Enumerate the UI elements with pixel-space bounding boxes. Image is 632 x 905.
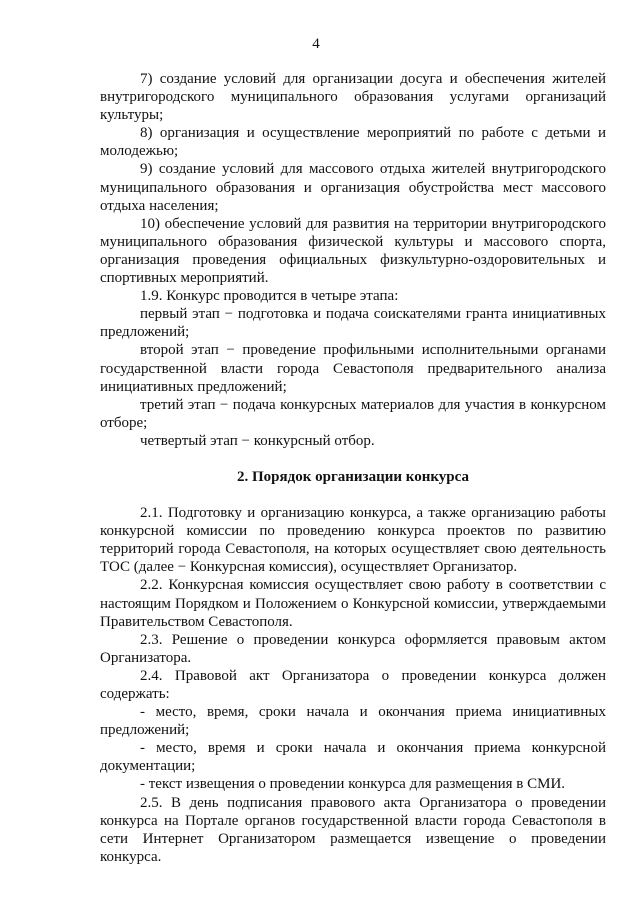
list-item-documentation: - место, время и сроки начала и окончания приема конкурсной документации; <box>100 740 606 775</box>
list-item-media-notice: - текст извещения о проведении конкурса для размещения в СМИ. <box>140 776 566 793</box>
paragraph-2-5: 2.5. В день подписания правового акта Организатора о проведении конкурса на Портале органов государственной власти города Севастополя в сети Интернет Организатором размещается извещение о проведении конкурса. <box>100 794 606 865</box>
section-heading: 2. Порядок организации конкурса <box>237 468 469 485</box>
paragraph-item-8: 8) организация и осуществление мероприятий по работе с детьми и молодежью; <box>100 125 606 160</box>
page-number: 4 <box>312 36 320 52</box>
paragraph-item-7: 7) создание условий для организации досуга и обеспечения жителей внутригородского муниципального образования услугами организаций культуры; <box>100 71 606 124</box>
paragraph-2-4: 2.4. Правовой акт Организатора о проведении конкурса должен содержать: <box>100 667 606 702</box>
paragraph-stage-3: третий этап − подача конкурсных материалов для участия в конкурсном отборе; <box>100 396 606 431</box>
paragraph-2-1: 2.1. Подготовку и организацию конкурса, а также организацию работы конкурсной комиссии по проведению конкурса проектов по развитию территорий города Севастополя, на которых осуществляет свою деятельность ТОС (далее − Конкурсная комиссия), осуществляет Организатор. <box>100 505 606 576</box>
paragraph-stage-4: четвертый этап − конкурсный отбор. <box>140 432 375 449</box>
paragraph-2-3: 2.3. Решение о проведении конкурса оформляется правовым актом Организатора. <box>100 631 606 666</box>
paragraph-1-9: 1.9. Конкурс проводится в четыре этапа: <box>140 288 399 305</box>
list-item-proposals: - место, время, сроки начала и окончания приема инициативных предложений; <box>100 704 606 739</box>
paragraph-item-9: 9) создание условий для массового отдыха жителей внутригородского муниципального образования и организация обустройства мест массового отдыха населения; <box>100 161 606 214</box>
paragraph-stage-2: второй этап − проведение профильными исполнительными органами государственной власти города Севастополя предварительного анализа инициативных предложений; <box>100 342 606 395</box>
paragraph-item-10: 10) обеспечение условий для развития на территории внутригородского муниципального образования физической культуры и массового спорта, организация проведения официальных физкультурно-оздоровительных и спортивных мероприятий. <box>100 215 606 287</box>
document-body <box>100 70 606 866</box>
paragraph-stage-1: первый этап − подготовка и подача соискателями гранта инициативных предложений; <box>100 306 606 341</box>
paragraph-2-2: 2.2. Конкурсная комиссия осуществляет свою работу в соответствии с настоящим Порядком и Положением о Конкурсной комиссии, утверждаемыми Правительством Севастополя. <box>100 577 606 630</box>
